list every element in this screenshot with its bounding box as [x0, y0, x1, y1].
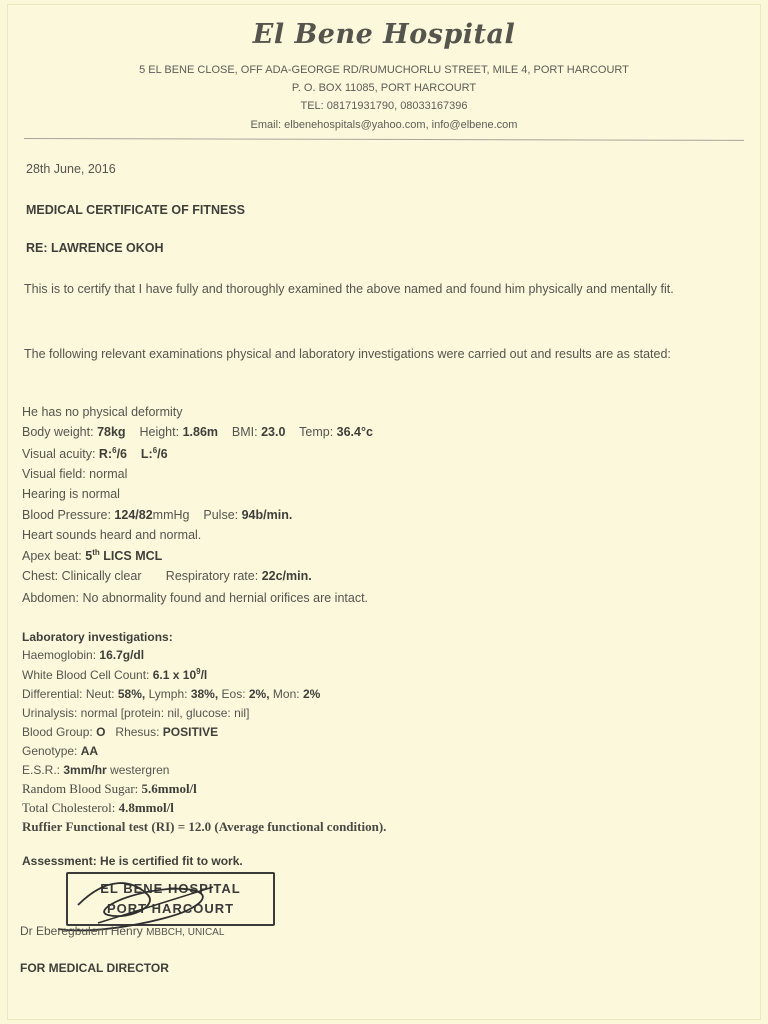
temp-label: Temp:	[299, 425, 334, 439]
neut-value: 58%,	[117, 687, 146, 701]
wbc-unit: /l	[200, 668, 208, 682]
chest-row	[22, 569, 312, 583]
stamp-line-1: EL BENE HOSPITAL	[100, 881, 241, 896]
lymph-label: Lymph:	[148, 687, 188, 701]
acuity-left-label: L:	[140, 447, 153, 462]
resp-value: 22c/min.	[261, 569, 312, 583]
height-value: 1.86m	[182, 425, 219, 439]
header-divider	[24, 138, 744, 141]
hospital-email: Email: elbenehospitals@yahoo.com, info@elbene.com	[250, 119, 518, 131]
abdomen-finding: Abdomen: No abnormality found and hernial orifices are intact.	[22, 591, 369, 605]
apex-label: Apex beat:	[22, 549, 82, 564]
esr-label: E.S.R.:	[22, 763, 61, 777]
mon-label: Mon:	[272, 687, 300, 701]
certification-paragraph: This is to certify that I have fully and thoroughly examined the above named and found him physically and mentally fit.	[24, 282, 674, 296]
acuity-left-sup: 6	[152, 446, 158, 455]
acuity-right-den: /6	[116, 447, 127, 462]
footer-medical-director: FOR MEDICAL DIRECTOR	[20, 961, 169, 975]
pulse-label: Pulse:	[203, 508, 239, 522]
bp-label: Blood Pressure:	[22, 508, 111, 522]
blood-pressure-row	[22, 508, 292, 522]
esr-method: westergren	[110, 763, 170, 777]
heart-sounds: Heart sounds heard and normal.	[22, 528, 202, 542]
patient-name: RE: LAWRENCE OKOH	[26, 241, 164, 255]
rhesus-value: POSITIVE	[162, 725, 219, 739]
apex-number: 5	[85, 549, 93, 564]
visual-acuity-row	[22, 446, 168, 461]
height-label: Height:	[139, 425, 180, 439]
genotype-label: Genotype:	[22, 744, 78, 758]
wbc-exponent: 9	[196, 667, 201, 676]
stamp-line-2: PORT HARCOURT	[106, 901, 235, 916]
hospital-name: El Bene Hospital	[252, 19, 516, 50]
hb-label: Haemoglobin:	[22, 648, 97, 662]
apex-suffix: th	[92, 548, 100, 557]
bmi-label: BMI:	[231, 425, 258, 439]
differential-row	[22, 687, 320, 701]
signatory-credentials: MBBCH, UNICAL	[146, 927, 225, 938]
blood-group-row	[22, 725, 218, 739]
random-blood-sugar-row	[22, 781, 197, 797]
acuity-label: Visual acuity:	[22, 447, 96, 462]
acuity-right-sup: 6	[112, 446, 117, 455]
rbs-label: Random Blood Sugar:	[22, 781, 139, 796]
hospital-pobox: P. O. BOX 11085, PORT HARCOURT	[291, 82, 477, 94]
acuity-left-den: /6	[157, 447, 168, 462]
urinalysis: Urinalysis: normal [protein: nil, glucose: nil]	[22, 706, 250, 720]
weight-label: Body weight:	[22, 425, 94, 439]
assessment: Assessment: He is certified fit to work.	[22, 854, 243, 868]
eos-value: 2%,	[248, 687, 270, 701]
group-label: Blood Group:	[22, 725, 93, 739]
chol-value: 4.8mmol/l	[118, 800, 174, 815]
group-value: O	[96, 725, 106, 739]
diff-label: Differential:	[22, 687, 83, 701]
bmi-value: 23.0	[261, 425, 286, 439]
wbc-value: 6.1 x 10	[152, 668, 197, 682]
rbs-value: 5.6mmol/l	[141, 781, 197, 796]
genotype-value: AA	[80, 744, 99, 758]
eos-label: Eos:	[221, 687, 246, 701]
body-measurements-row	[22, 425, 373, 439]
resp-label: Respiratory rate:	[165, 569, 259, 583]
temp-value: 36.4°c	[336, 425, 373, 439]
weight-value: 78kg	[97, 425, 126, 439]
examinations-intro-paragraph: The following relevant examinations physical and laboratory investigations were carried out and results are as stated:	[24, 347, 671, 361]
hospital-address: 5 EL BENE CLOSE, OFF ADA-GEORGE RD/RUMUCHORLU STREET, MILE 4, PORT HARCOURT	[139, 64, 629, 76]
lab-heading: Laboratory investigations:	[22, 630, 173, 644]
apex-beat-row	[22, 548, 162, 563]
hospital-telephone: TEL: 08171931790, 08033167396	[300, 100, 468, 112]
ruffier-test: Ruffier Functional test (RI) = 12.0 (Average functional condition).	[22, 819, 387, 834]
acuity-right-label: R:	[98, 447, 113, 462]
rhesus-label: Rhesus:	[115, 725, 160, 739]
hb-value: 16.7g/dl	[99, 648, 145, 662]
apex-location: LICS MCL	[103, 549, 163, 564]
visual-field: Visual field: normal	[22, 467, 128, 481]
esr-row	[22, 763, 169, 777]
mon-value: 2%	[302, 687, 321, 701]
bp-value: 124/82	[114, 508, 153, 522]
hearing: Hearing is normal	[22, 487, 120, 501]
wbc-label: White Blood Cell Count:	[22, 668, 150, 682]
certificate-title: MEDICAL CERTIFICATE OF FITNESS	[26, 203, 245, 217]
lymph-value: 38%,	[190, 687, 219, 701]
wbc-row	[22, 667, 207, 682]
physical-deformity: He has no physical deformity	[22, 405, 183, 419]
cholesterol-row	[22, 800, 174, 816]
certificate-date: 28th June, 2016	[26, 162, 116, 176]
bp-unit: mmHg	[152, 508, 190, 522]
pulse-value: 94b/min.	[241, 508, 293, 522]
chest-finding: Chest: Clinically clear	[22, 569, 142, 583]
signatory-name: Dr Eberegbulem Henry	[20, 924, 143, 938]
signatory	[20, 924, 224, 938]
esr-value: 3mm/hr	[63, 763, 107, 777]
haemoglobin-row	[22, 648, 144, 662]
chol-label: Total Cholesterol:	[22, 800, 116, 815]
genotype-row	[22, 744, 98, 758]
neut-label: Neut:	[85, 687, 115, 701]
certificate-page	[8, 5, 760, 1019]
